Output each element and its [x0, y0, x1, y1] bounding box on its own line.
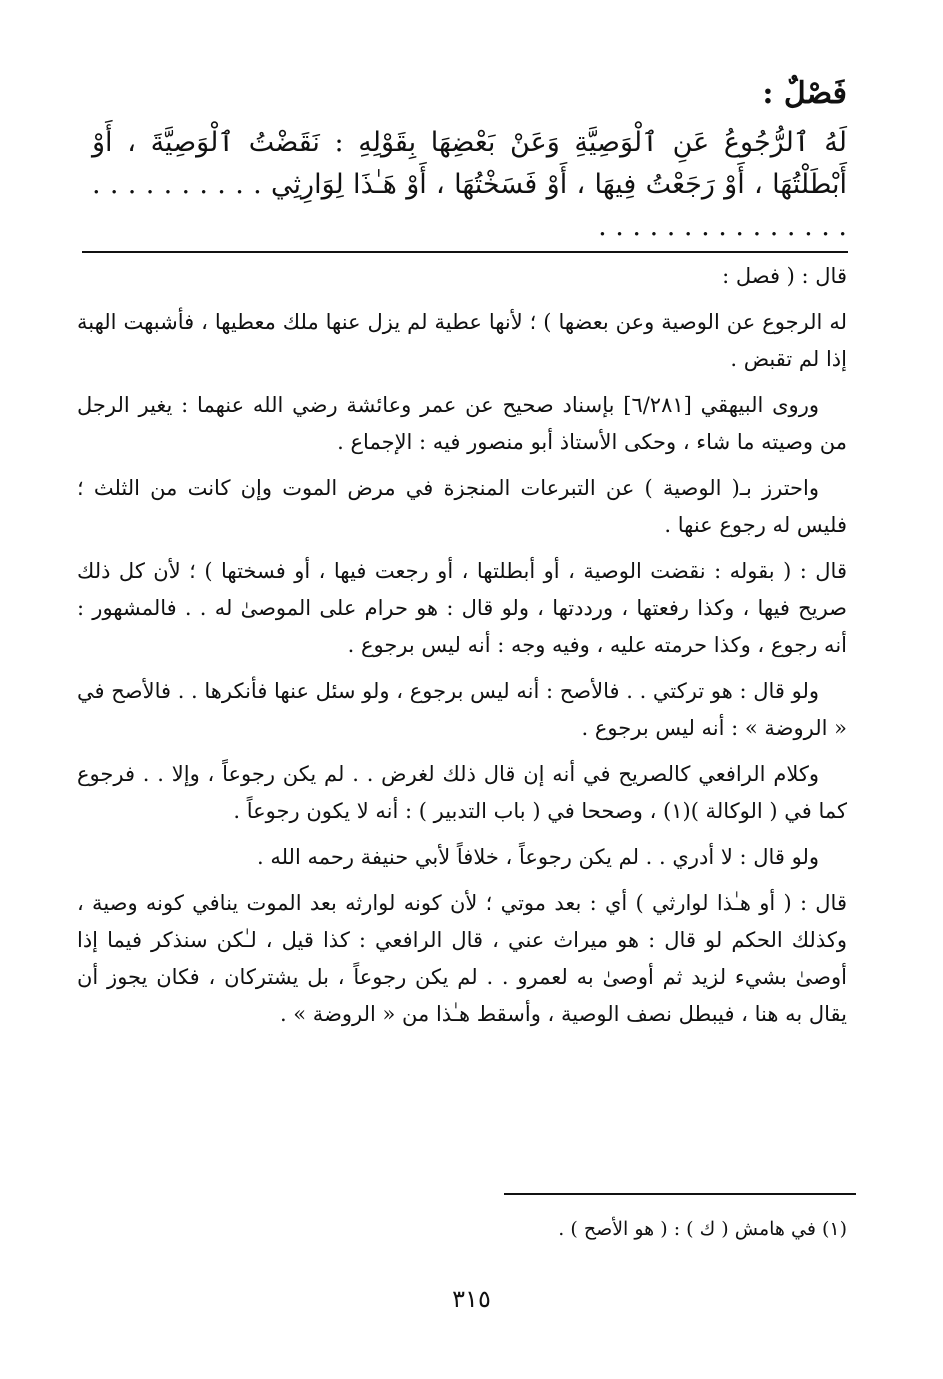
divider-rule [82, 251, 848, 253]
commentary-paragraph: قال : ( أو هـٰذا لوارثي ) أي : بعد موتي ؛ لأن كونه لوارثه بعد الموت ينافي كونه وصية ، وكذلك الحكم لو قال : هو ميراث عني ، قال الرافعي : كذا قيل ، لـٰكن سنذكر فيما إذا أوصىٰ بشيء لزيد ثم أوصىٰ به لعمرو . . لم يكن رجوعاً ، بل يشتركان ، فكان يجوز أن يقال به هنا ، فيبطل نصف الوصية ، وأسقط هـٰذا من « الروضة » . [77, 891, 847, 1026]
commentary-paragraph: واحترز بـ( الوصية ) عن التبرعات المنجزة في مرض الموت وإن كانت من الثلث ؛ فليس له رجوع عنها . [77, 476, 847, 537]
page-number: ٣١٥ [452, 1285, 491, 1313]
footnote-rule [504, 1193, 856, 1195]
commentary-paragraph: ولو قال : هو تركتي . . فالأصح : أنه ليس برجوع ، ولو سئل عنها فأنكرها . . فالأصح في « الروضة » : أنه ليس برجوع . [77, 679, 847, 740]
footnote: (١) في هامش ( ك ) : ( هو الأصح ) . [558, 1218, 847, 1240]
commentary-paragraph: قال : ( فصل : [722, 264, 847, 288]
commentary-paragraph: له الرجوع عن الوصية وعن بعضها ) ؛ لأنها عطية لم يزل عنها ملك معطيها ، فأشبهت الهبة إذا لم تقبض . [77, 310, 847, 371]
commentary-paragraph: وروى البيهقي [٦/٢٨١] بإسناد صحيح عن عمر وعائشة رضي الله عنهما : يغير الرجل من وصيته ما شاء ، وحكى الأستاذ أبو منصور فيه : الإجماع . [77, 393, 847, 454]
commentary-paragraph: قال : ( بقوله : نقضت الوصية ، أو أبطلتها ، أو رجعت فيها ، أو فسختها ) ؛ لأن كل ذلك صريح فيها ، وكذا رفعتها ، ورددتها ، ولو قال : هو حرام على الموصىٰ له . . فالمشهور : أنه رجوع ، وكذا حرمته عليه ، وفيه وجه : أنه ليس برجوع . [77, 559, 847, 657]
section-heading: فَصْلٌ : [762, 76, 847, 111]
main-text-matn: لَهُ ٱلرُّجُوعُ عَنِ ٱلْوَصِيَّةِ وَعَنْ بَعْضِهَا بِقَوْلِهِ : نَقَضْتُ ٱلْوَصِيَّةَ ، أَوْ أَبْطَلْتُهَا ، أَوْ رَجَعْتُ فِيهَا ، أَوْ فَسَخْتُهَا ، أَوْ هَـٰذَا لِوَارِثِي . . . . . . . . . . . . . . . . . . . . . . . . . [92, 127, 847, 242]
commentary-paragraph: وكلام الرافعي كالصريح في أنه إن قال ذلك لغرض . . لم يكن رجوعاً ، وإلا . . فرجوع كما في ( الوكالة )(١) ، وصححا في ( باب التدبير ) : أنه لا يكون رجوعاً . [77, 762, 847, 823]
commentary-paragraph: ولو قال : لا أدري . . لم يكن رجوعاً ، خلافاً لأبي حنيفة رحمه الله . [257, 845, 819, 869]
commentary-body [77, 258, 847, 1042]
